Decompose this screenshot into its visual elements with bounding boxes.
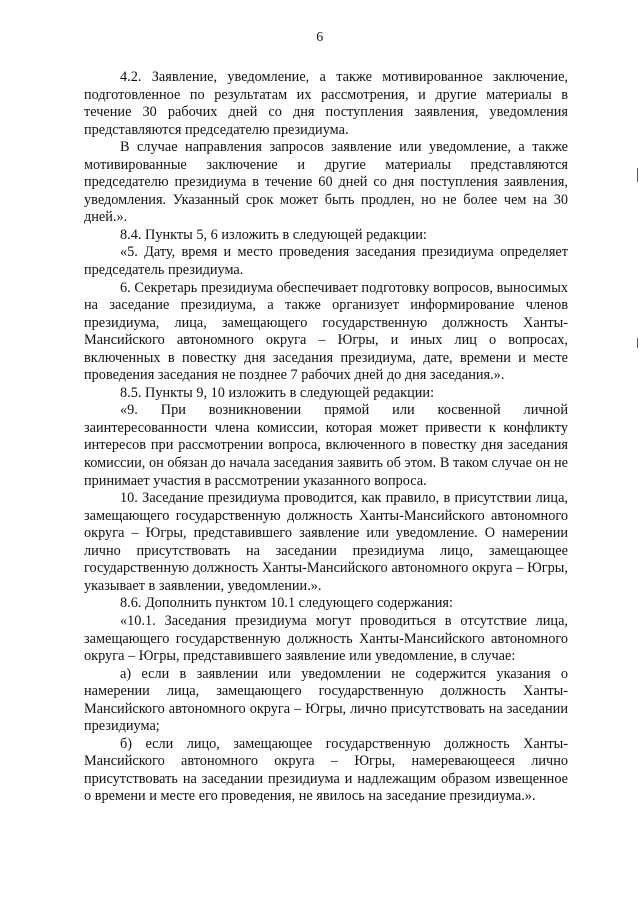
paragraph-subitem-b: б) если лицо, замещающее государственную должность Ханты-Мансийского автономного округа – Югры, намеревающееся лично присутствовать на заседании президиума и надлежащим образом извещенное о времени и месте его проведения, не явилось на заседание президиума.». bbox=[84, 735, 568, 805]
paragraph-subitem-a: а) если в заявлении или уведомлении не содержится указания о намерении лица, замещающего государственную должность Ханты-Мансийского автономного округа – Югры, лично присутствовать на заседании президиума; bbox=[84, 665, 568, 735]
paragraph-item-5: «5. Дату, время и место проведения заседания президиума определяет председатель президиума. bbox=[84, 244, 568, 279]
paragraph-8-6: 8.6. Дополнить пунктом 10.1 следующего содержания: bbox=[120, 595, 453, 612]
paragraph-item-10: 10. Заседание президиума проводится, как правило, в присутствии лица, замещающего государственную должность Ханты-Мансийского автономного округа – Югры, представившего заявление или уведомление. О намерении лично присутствовать на заседании президиума лицо, замещающее государственную должность Ханты-Мансийского автономного округа – Югры, указывает в заявлении, уведомлении.». bbox=[84, 490, 568, 594]
paragraph-requests: В случае направления запросов заявление или уведомление, а также мотивированные заключение и другие материалы представляются председателю президиума в течение 60 дней со дня поступления заявления, уведомления. Указанный срок может быть продлен, но не более чем на 30 дней.». bbox=[84, 139, 568, 226]
paragraph-4-2: 4.2. Заявление, уведомление, а также мотивированное заключение, подготовленное по результатам их рассмотрения, и другие материалы в течение 30 рабочих дней со дня поступления заявления, уведомления представляются председателю президиума. bbox=[84, 69, 568, 138]
scan-edge-mark bbox=[637, 168, 638, 182]
paragraph-item-9: «9. При возникновении прямой или косвенной личной заинтересованности члена комиссии, которая может привести к конфликту интересов при рассмотрении вопроса, включенного в повестку дня заседания комиссии, он обязан до начала заседания заявить об этом. В таком случае он не принимает участия в рассмотрении указанного вопроса. bbox=[84, 402, 568, 489]
paragraph-8-5: 8.5. Пункты 9, 10 изложить в следующей редакции: bbox=[120, 384, 435, 401]
paragraph-item-10-1: «10.1. Заседания президиума могут проводиться в отсутствие лица, замещающего государственную должность Ханты-Мансийского автономного округа – Югры, представившего заявление или уведомление, в случае: bbox=[84, 612, 568, 665]
document-body bbox=[84, 69, 568, 806]
paragraph-8-4: 8.4. Пункты 5, 6 изложить в следующей редакции: bbox=[120, 226, 427, 243]
paragraph-item-6: 6. Секретарь президиума обеспечивает подготовку вопросов, выносимых на заседание президиума, а также организует информирование членов президиума, лица, замещающего государственную должность Ханты-Мансийского автономного округа – Югры, и иных лиц о вопросах, включенных в повестку дня заседания президиума, дате, времени и месте проведения заседания не позднее 7 рабочих дней до дня заседания.». bbox=[84, 279, 568, 384]
page-number: 6 bbox=[316, 30, 324, 45]
scan-edge-mark bbox=[637, 338, 638, 348]
